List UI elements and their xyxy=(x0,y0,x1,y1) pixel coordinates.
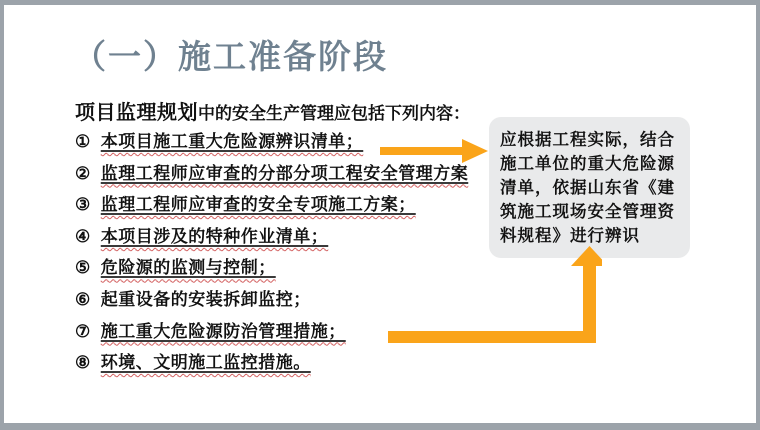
item-number: ② xyxy=(75,163,91,183)
item-text: 起重设备的安装拆卸监控； xyxy=(100,289,311,309)
item-number: ⑥ xyxy=(75,289,91,309)
list-item xyxy=(75,189,468,221)
item-text: 监理工程师应审查的分部分项工程安全管理方案 xyxy=(100,163,469,183)
item-text: 监理工程师应审查的安全专项施工方案； xyxy=(100,195,416,215)
elbow-up-arrow-icon xyxy=(388,243,602,345)
callout-text: 应根据工程实际，结合施工单位的重大危险源清单，依据山东省《建筑施工现场安全管理资料规程》进行辨识 xyxy=(500,130,675,245)
intro-bold-text: 项目监理规划 xyxy=(75,102,198,124)
item-number: ⑦ xyxy=(75,321,91,341)
list-item xyxy=(75,347,468,379)
item-text: 环境、文明施工监控措施。 xyxy=(100,353,311,373)
item-text: 本项目施工重大危险源辨识清单； xyxy=(100,132,364,151)
item-text: 本项目涉及的特种作业清单； xyxy=(100,226,329,246)
item-number: ③ xyxy=(75,195,91,215)
callout-box xyxy=(489,117,690,258)
slide-title: （一）施工准备阶段 xyxy=(73,38,388,75)
item-number: ① xyxy=(75,132,91,151)
intro-line xyxy=(75,96,470,125)
item-number: ⑧ xyxy=(75,353,91,373)
item-text: 施工重大危险源防治管理措施； xyxy=(100,321,346,341)
right-arrow-icon xyxy=(378,137,490,164)
intro-rest-text: 中的安全生产管理应包括下列内容： xyxy=(198,104,470,123)
item-text: 危险源的监测与控制； xyxy=(100,258,276,278)
item-number: ④ xyxy=(75,226,91,246)
item-number: ⑤ xyxy=(75,258,91,278)
